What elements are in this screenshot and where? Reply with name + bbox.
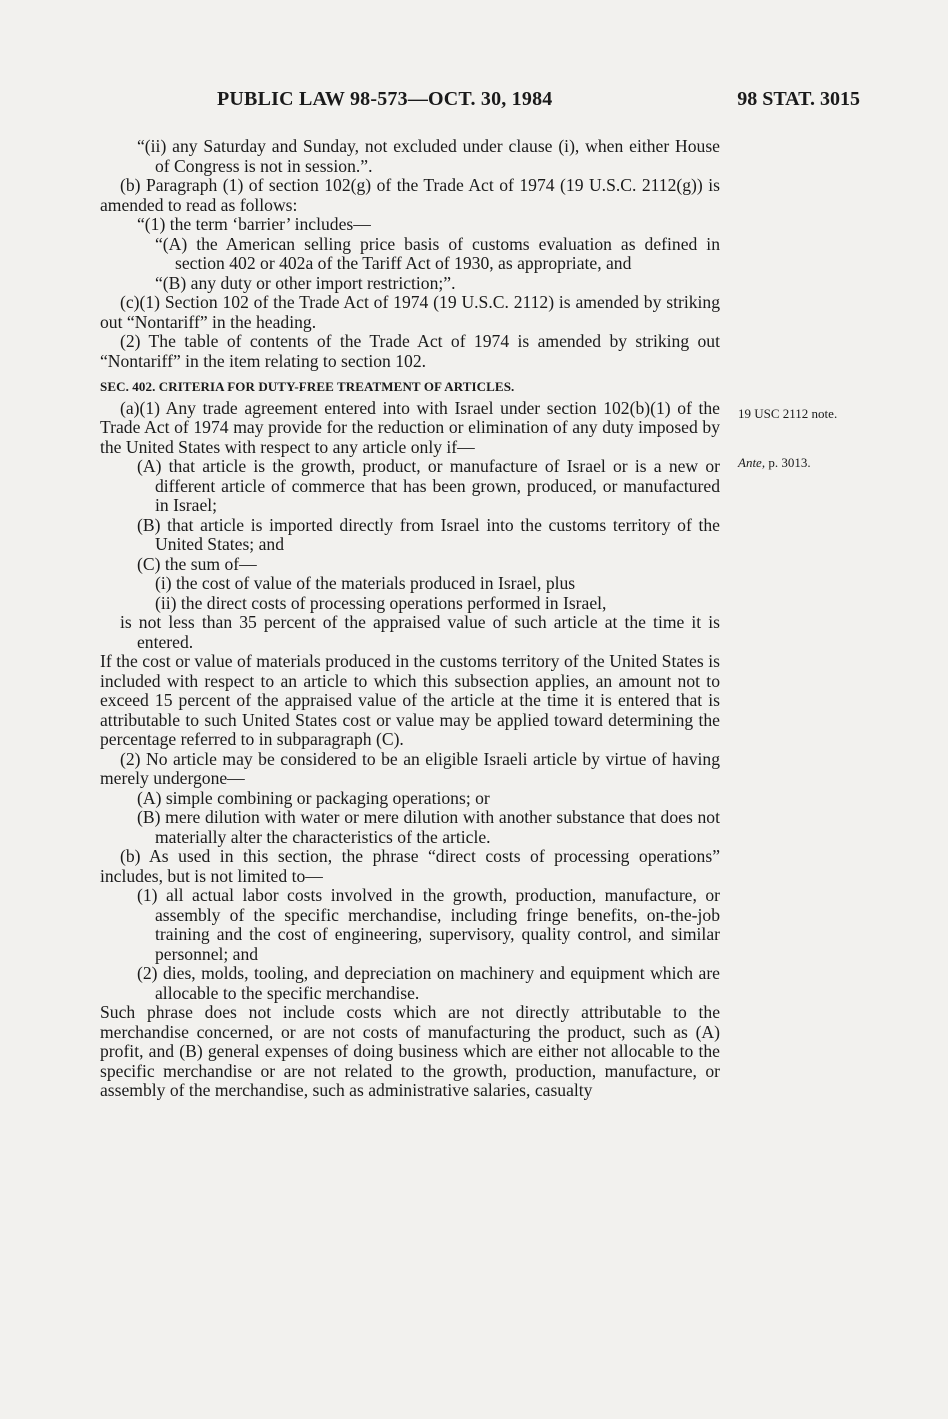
paragraph: (2) No article may be considered to be an eligible Israeli article by virtue of having merely undergone— xyxy=(100,748,720,788)
paragraph: is not less than 35 percent of the appraised value of such article at the time it is entered. xyxy=(120,612,720,652)
paragraph: “(A) the American selling price basis of customs evaluation as defined in section 402 or 402a of the Tariff Act of 1930, as appropriate, and xyxy=(155,233,720,273)
paragraph: (A) simple combining or packaging operations; or xyxy=(137,787,490,808)
page-title: PUBLIC LAW 98-573—OCT. 30, 1984 xyxy=(217,88,553,110)
paragraph: (b) Paragraph (1) of section 102(g) of the Trade Act of 1974 (19 U.S.C. 2112(g)) is amended to read as follows: xyxy=(100,175,720,215)
margin-note-ante-page: p. 3013. xyxy=(765,455,811,470)
page-header xyxy=(100,88,860,118)
paragraph: (b) As used in this section, the phrase “direct costs of processing operations” includes, but is not limited to— xyxy=(100,846,720,886)
paragraph: (B) mere dilution with water or mere dilution with another substance that does not materially alter the characteristics of the article. xyxy=(137,807,720,847)
paragraph: (i) the cost of value of the materials produced in Israel, plus xyxy=(155,573,576,593)
paragraph: (C) the sum of— xyxy=(137,553,257,574)
margin-note-usc: 19 USC 2112 note. xyxy=(738,406,838,421)
law-text-body xyxy=(100,137,720,1101)
paragraph: (ii) the direct costs of processing operations performed in Israel, xyxy=(155,592,607,613)
margin-note-ante-italic: Ante, xyxy=(738,455,766,470)
margin-note-ante xyxy=(738,455,858,470)
statute-page-number: 98 STAT. 3015 xyxy=(737,88,860,110)
paragraph: “(B) any duty or other import restriction;”. xyxy=(155,272,456,293)
paragraph: “(1) the term ‘barrier’ includes— xyxy=(137,214,371,234)
paragraph: If the cost or value of materials produced in the customs territory of the United States is included with respect to an article to which this subsection applies, an amount not to exceed 15 percent of the appraised value of the article at the time it is entered that is attributable to such United States cost or value may be applied toward determining the percentage referred to in subparagraph (C). xyxy=(100,651,720,749)
paragraph: (2) The table of contents of the Trade Act of 1974 is amended by striking out “Nontariff” in the item relating to section 102. xyxy=(100,331,720,371)
paragraph: “(ii) any Saturday and Sunday, not excluded under clause (i), when either House of Congress is not in session.”. xyxy=(137,136,720,176)
paragraph: (1) all actual labor costs involved in the growth, production, manufacture, or assembly of the specific merchandise, including fringe benefits, on-the-job training and the cost of engineering, supervisory, quality control, and similar personnel; and xyxy=(137,885,720,964)
paragraph: (c)(1) Section 102 of the Trade Act of 1974 (19 U.S.C. 2112) is amended by striking out “Nontariff” in the heading. xyxy=(100,292,720,332)
paragraph: (A) that article is the growth, product, or manufacture of Israel or is a new or different article of commerce that has been grown, produced, or manufactured in Israel; xyxy=(137,456,720,515)
paragraph: (2) dies, molds, tooling, and depreciation on machinery and equipment which are allocable to the specific merchandise. xyxy=(137,963,720,1003)
paragraph: Such phrase does not include costs which are not directly attributable to the merchandise concerned, or are not costs of manufacturing the product, such as (A) profit, and (B) general expenses of doing business which are either not allocable to the specific merchandise or are not related to the growth, production, manufacture, or assembly of the merchandise, such as administrative salaries, casualty xyxy=(100,1002,720,1100)
paragraph: (a)(1) Any trade agreement entered into with Israel under section 102(b)(1) of the Trade Act of 1974 may provide for the reduction or elimination of any duty imposed by the United States with respect to any article only if— xyxy=(100,397,720,457)
paragraph: (B) that article is imported directly from Israel into the customs territory of the United States; and xyxy=(137,514,720,554)
section-heading: SEC. 402. CRITERIA FOR DUTY-FREE TREATMENT OF ARTICLES. xyxy=(100,379,515,394)
